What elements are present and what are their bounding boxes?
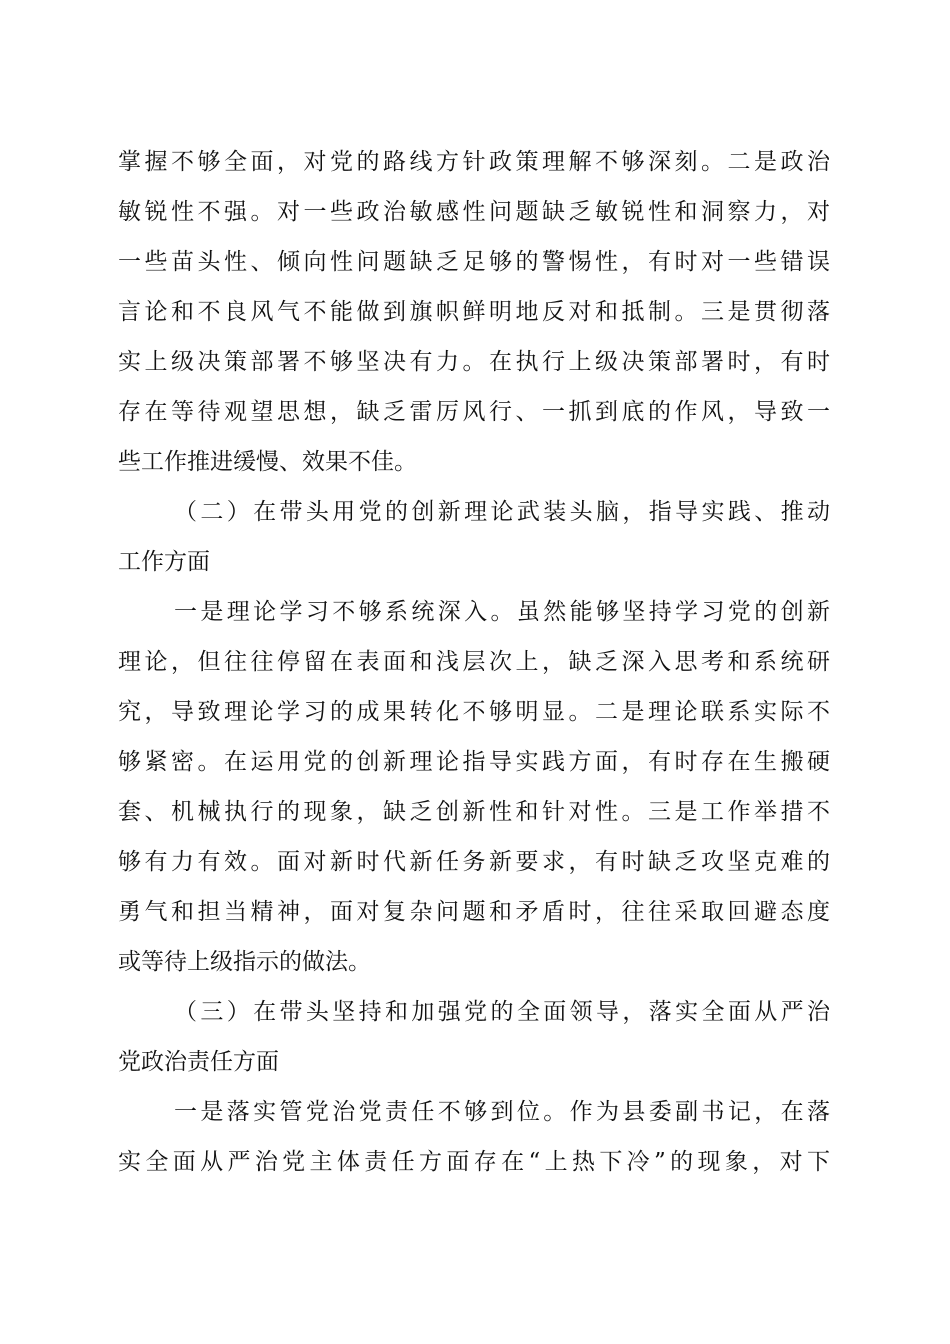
section-heading-2: （二）在带头用党的创新理论武装头脑，指导实践、推动: [174, 499, 830, 525]
text-line: 实全面从严治党主体责任方面存在“上热下冷”的现象，对下: [118, 1149, 830, 1175]
text-line: 敏锐性不强。对一些政治敏感性问题缺乏敏锐性和洞察力，对: [118, 199, 830, 225]
section-heading-3-cont: 党政治责任方面: [118, 1049, 279, 1075]
text-line: 掌握不够全面，对党的路线方针政策理解不够深刻。二是政治: [118, 149, 830, 175]
text-line: 言论和不良风气不能做到旗帜鲜明地反对和抵制。三是贯彻落: [118, 299, 830, 325]
section-heading-2-cont: 工作方面: [118, 549, 210, 575]
text-line: 实上级决策部署不够坚决有力。在执行上级决策部署时，有时: [118, 349, 830, 375]
text-line: 理论，但往往停留在表面和浅层次上，缺乏深入思考和系统研: [118, 649, 830, 675]
text-line: 或等待上级指示的做法。: [118, 949, 371, 975]
text-line: 一是落实管党治党责任不够到位。作为县委副书记，在落: [174, 1099, 830, 1125]
text-line: 够有力有效。面对新时代新任务新要求，有时缺乏攻坚克难的: [118, 849, 830, 875]
text-line: 套、机械执行的现象，缺乏创新性和针对性。三是工作举措不: [118, 799, 830, 825]
text-line: 存在等待观望思想，缺乏雷厉风行、一抓到底的作风，导致一: [118, 399, 830, 425]
text-line: 一是理论学习不够系统深入。虽然能够坚持学习党的创新: [174, 599, 830, 625]
text-line: 些工作推进缓慢、效果不佳。: [118, 449, 417, 475]
text-line: 勇气和担当精神，面对复杂问题和矛盾时，往往采取回避态度: [118, 899, 830, 925]
text-line: 一些苗头性、倾向性问题缺乏足够的警惕性，有时对一些错误: [118, 249, 830, 275]
section-heading-3: （三）在带头坚持和加强党的全面领导，落实全面从严治: [174, 999, 830, 1025]
text-line: 究，导致理论学习的成果转化不够明显。二是理论联系实际不: [118, 699, 830, 725]
text-line: 够紧密。在运用党的创新理论指导实践方面，有时存在生搬硬: [118, 749, 830, 775]
